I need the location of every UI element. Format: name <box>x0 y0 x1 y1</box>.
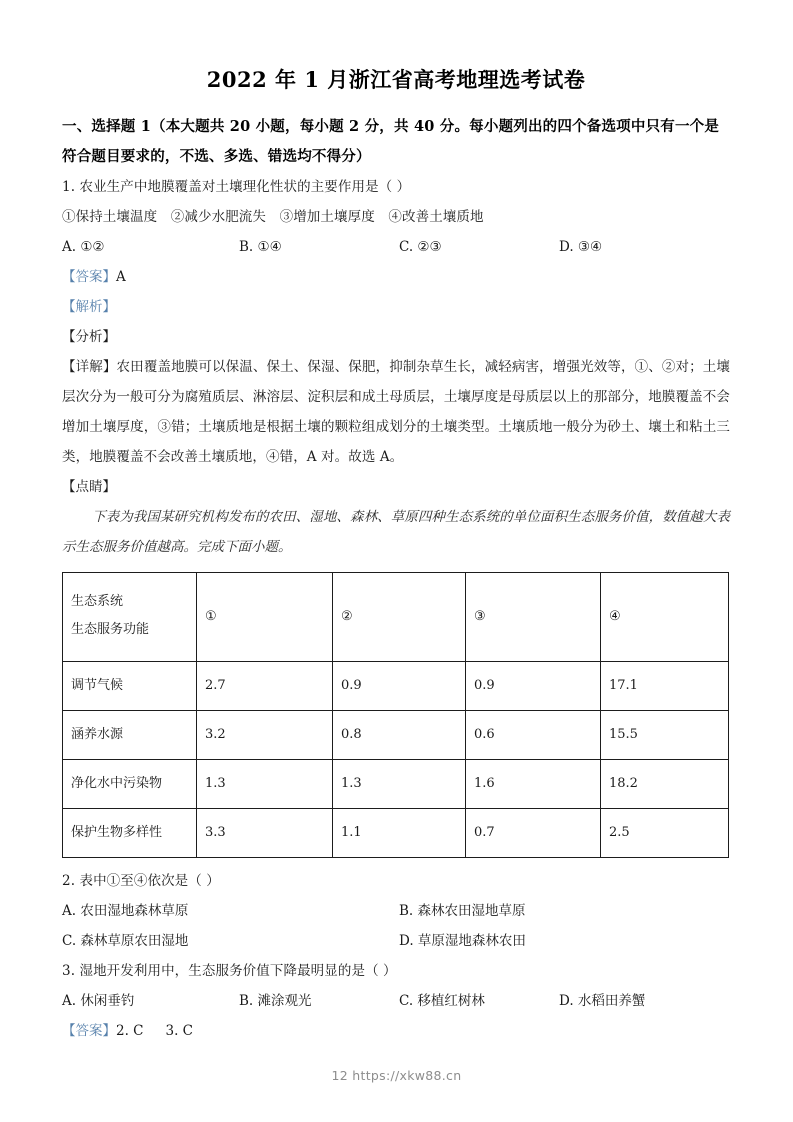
table-row <box>63 661 729 710</box>
table-row <box>63 710 729 759</box>
analysis-label: 【解析】 <box>62 298 116 315</box>
question-3-option-c[interactable]: C. 移植红树林 <box>399 992 485 1009</box>
cell-value: 17.1 <box>601 661 729 710</box>
table-row <box>63 808 729 857</box>
xiangjie-text: 农田覆盖地膜可以保温、保土、保湿、保肥，抑制杂草生长，减轻病害，增强光效等，①、②对；土壤层次分为一般可分为腐殖质层、淋溶层、淀积层和成土母质层，土壤厚度是母质层以上的那部分，地膜覆盖不会增加土壤厚度，③错；土壤质地是根据土壤的颗粒组成划分的土壤类型。土壤质地一般分为砂土、壤土和粘土三类，地膜覆盖不会改善土壤质地，④错，A 对。故选 A。 <box>62 358 731 465</box>
cell-value: 3.2 <box>197 710 333 759</box>
cell-value: 0.9 <box>466 661 601 710</box>
xiangjie-label: 【详解】 <box>62 358 117 375</box>
table-row <box>63 759 729 808</box>
cell-value: 0.7 <box>466 808 601 857</box>
question-1-answer-value: A <box>116 268 126 285</box>
questions-2-3-answer-line <box>62 1016 730 1046</box>
section-header: 一、选择题 1（本大题共 20 小题，每小题 2 分，共 40 分。每小题列出的四个备选项中只有一个是符合题目要求的，不选、多选、错选均不得分） <box>62 117 720 165</box>
cell-value: 1.3 <box>333 759 466 808</box>
cell-value: 18.2 <box>601 759 729 808</box>
cell-value: 0.6 <box>466 710 601 759</box>
row-label: 净化水中污染物 <box>63 759 197 808</box>
cell-value: 0.9 <box>333 661 466 710</box>
passage-text: 下表为我国某研究机构发布的农田、湿地、森林、草原四种生态系统的单位面积生态服务价值，数值越大表示生态服务价值越高。完成下面小题。 <box>62 508 730 555</box>
corner-header-bottom: 生态服务功能 <box>71 622 150 637</box>
cell-value: 2.7 <box>197 661 333 710</box>
row-label: 涵养水源 <box>63 710 197 759</box>
cell-value: 3.3 <box>197 808 333 857</box>
page-content <box>62 0 730 1046</box>
row-label: 调节气候 <box>63 661 197 710</box>
cell-value: 15.5 <box>601 710 729 759</box>
cell-value: 0.8 <box>333 710 466 759</box>
cell-value: 1.3 <box>197 759 333 808</box>
question-1-option-a[interactable]: A. ①② <box>62 238 105 255</box>
question-1-analysis-label-line <box>62 292 730 322</box>
table-col-header-3: ③ <box>466 572 601 661</box>
question-3-option-d[interactable]: D. 水稻田养蟹 <box>559 992 646 1009</box>
table-col-header-1: ① <box>197 572 333 661</box>
question-1-options <box>62 232 730 262</box>
question-2-options-row-2 <box>62 926 730 956</box>
question-1-stem: 1. 农业生产中地膜覆盖对土壤理化性状的主要作用是（ ） <box>62 178 411 195</box>
row-label: 保护生物多样性 <box>63 808 197 857</box>
page-title: 2022 年 1 月浙江省高考地理选考试卷 <box>206 67 586 92</box>
question-3-options <box>62 986 730 1016</box>
answer-label: 【答案】 <box>62 1022 116 1039</box>
ecosystem-service-table <box>62 572 729 858</box>
question-2-option-b[interactable]: B. 森林农田湿地草原 <box>399 902 526 919</box>
fenxi-label: 【分析】 <box>62 328 116 345</box>
question-2-option-c[interactable]: C. 森林草原农田湿地 <box>62 932 189 949</box>
corner-header-top: 生态系统 <box>71 594 124 609</box>
question-1-option-d[interactable]: D. ③④ <box>559 238 603 255</box>
cell-value: 1.6 <box>466 759 601 808</box>
table-col-header-2: ② <box>333 572 466 661</box>
question-2-stem: 2. 表中①至④依次是（ ） <box>62 872 220 889</box>
question-3-stem: 3. 湿地开发利用中，生态服务价值下降最明显的是（ ） <box>62 962 397 979</box>
footer-watermark: 12 https://xkw88.cn <box>331 1068 462 1083</box>
answer-label: 【答案】 <box>62 268 116 285</box>
question-1-answer-line <box>62 262 730 292</box>
table-header-row <box>63 572 729 661</box>
passage-intro <box>62 502 730 562</box>
question-1-dianjing-label-line <box>62 472 730 502</box>
question-2-option-a[interactable]: A. 农田湿地森林草原 <box>62 902 189 919</box>
question-1-fenxi-label-line <box>62 322 730 352</box>
table-bottom-spacer <box>62 858 730 866</box>
question-3-option-b[interactable]: B. 滩涂观光 <box>239 992 312 1009</box>
question-3-answer-value: 3. C <box>165 1022 194 1039</box>
question-1-statements: ①保持土壤温度 ②减少水肥流失 ③增加土壤厚度 ④改善土壤质地 <box>62 208 484 225</box>
question-3-option-a[interactable]: A. 休闲垂钓 <box>62 992 135 1009</box>
table-col-header-4: ④ <box>601 572 729 661</box>
cell-value: 1.1 <box>333 808 466 857</box>
table-corner-cell <box>63 572 197 661</box>
question-1-option-b[interactable]: B. ①④ <box>239 238 282 255</box>
question-1-option-c[interactable]: C. ②③ <box>399 238 442 255</box>
dianjing-label: 【点睛】 <box>62 478 116 495</box>
question-1-explanation <box>62 352 730 472</box>
question-2-answer-value: 2. C <box>116 1022 144 1039</box>
cell-value: 2.5 <box>601 808 729 857</box>
question-2-options-row-1 <box>62 896 730 926</box>
question-2-option-d[interactable]: D. 草原湿地森林农田 <box>399 932 526 949</box>
